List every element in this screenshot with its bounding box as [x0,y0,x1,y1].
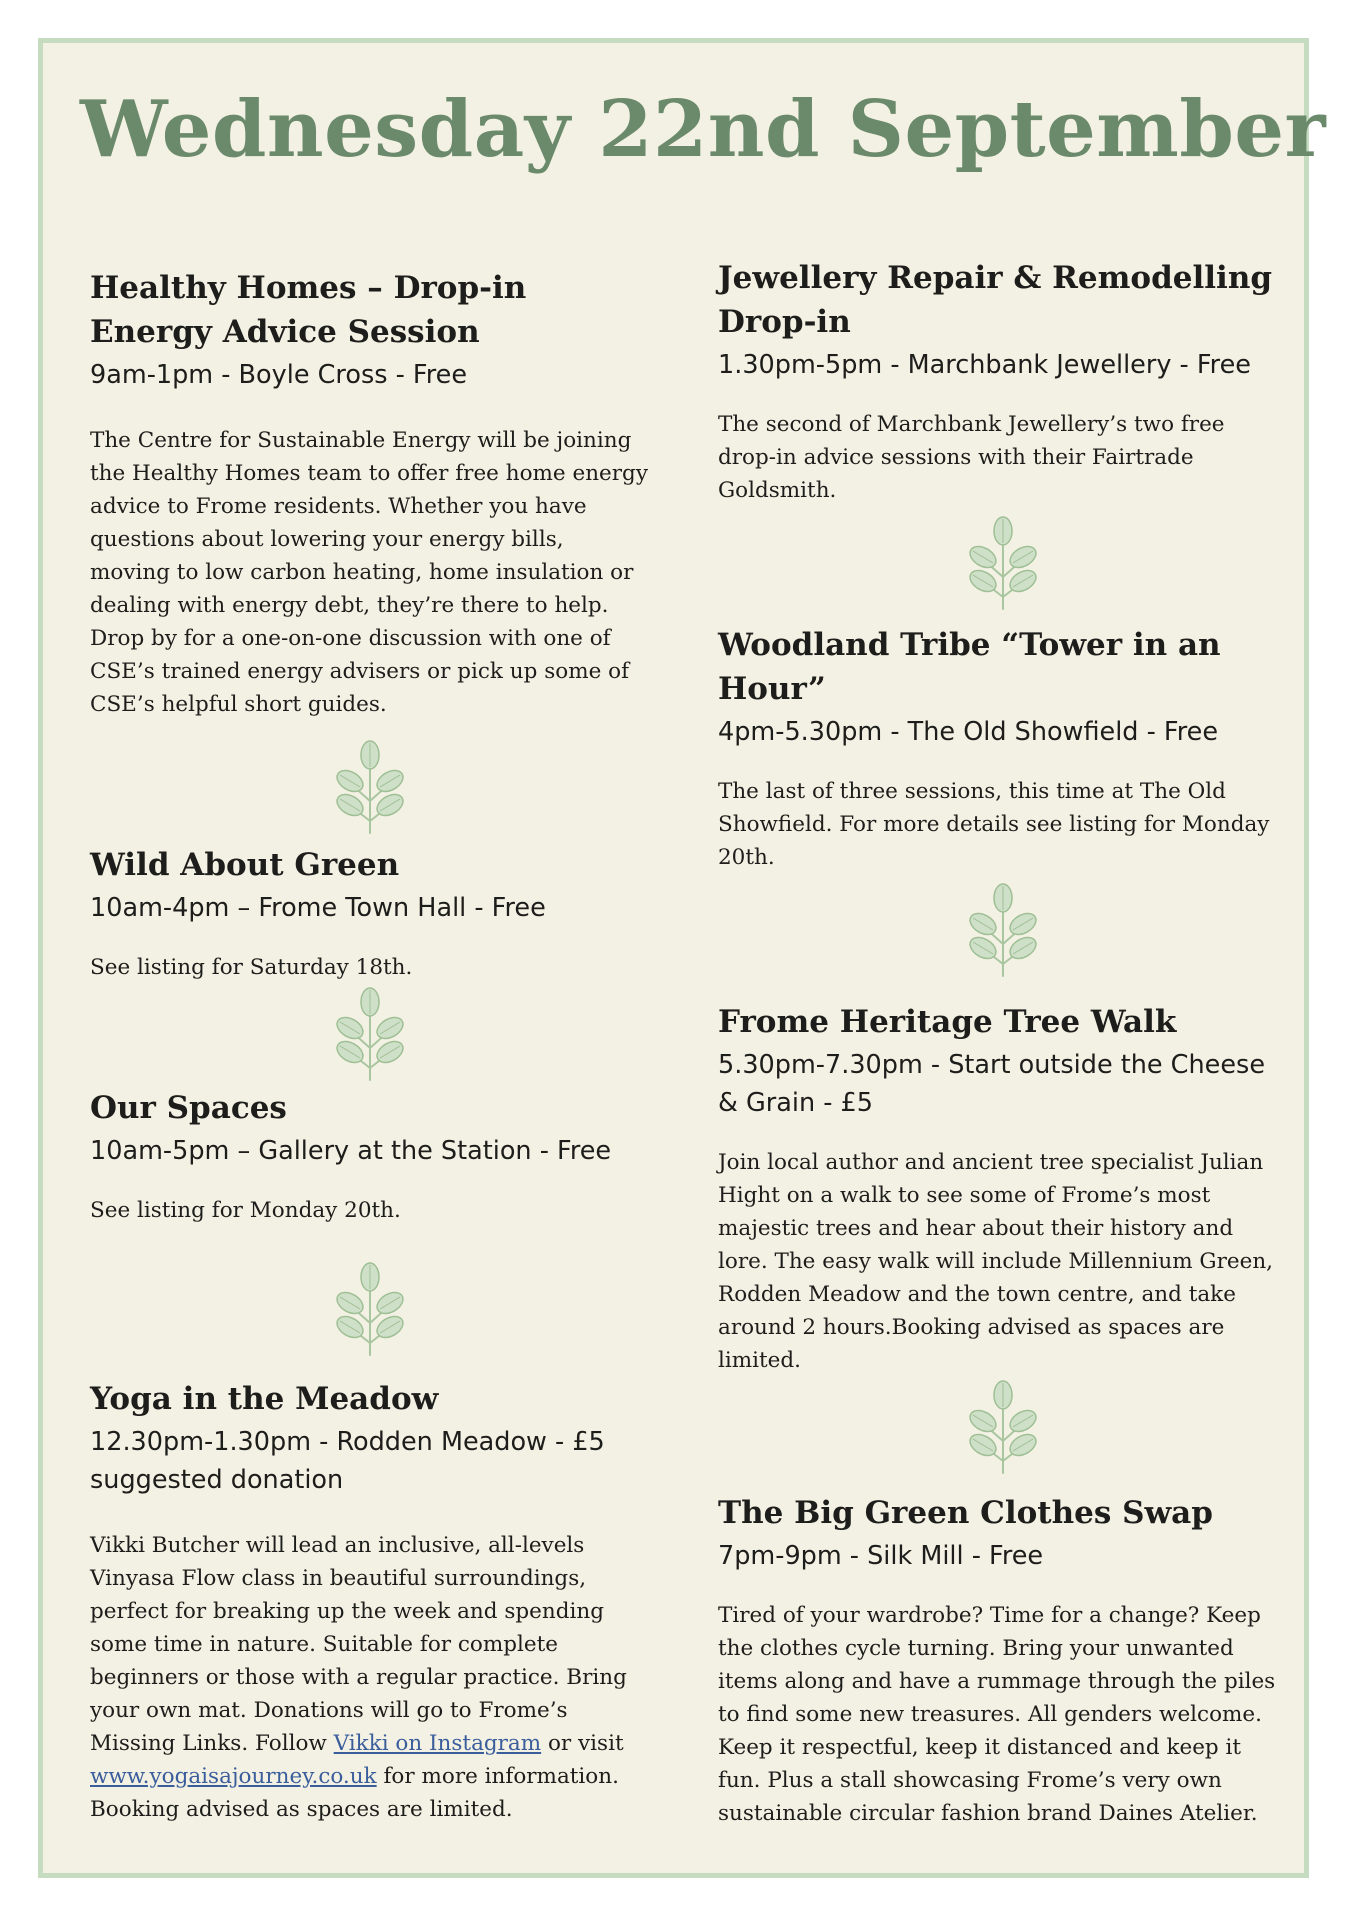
leaf-sprig-icon [330,739,410,835]
event-time: 10am-4pm – Frome Town Hall - Free [90,893,546,923]
event-title: Frome Heritage Tree Walk [718,1004,1177,1040]
event-title: Healthy Homes – Drop-in Energy Advice Session [90,270,527,350]
event-heritage-tree-walk [718,1000,1288,1377]
left-column [90,266,650,1826]
event-description: The second of Marchbank Jewellery’s two free drop-in advice sessions with their Fairtrade Goldsmith. [718,412,1225,503]
leaf-sprig-icon [963,882,1043,978]
event-time: 10am-5pm – Gallery at the Station - Free [90,1136,612,1166]
event-description: The Centre for Sustainable Energy will be joining the Healthy Homes team to offer free home energy advice to Frome residents. Whether you have questions about lowering your energy bills, moving to low carbon heating, home insulation or dealing with energy debt, they’re there to help. Drop by for a one-on-one discussion with one of CSE’s trained energy advisers or pick up some of CSE’s helpful short guides. [90,428,648,717]
event-wild-about-green [90,843,650,984]
instagram-link[interactable]: Vikki on Instagram [333,1731,542,1756]
event-time: 7pm-9pm - Silk Mill - Free [718,1541,1044,1571]
event-description: The last of three sessions, this time at The Old Showfield. For more details see listing for Monday 20th. [718,779,1270,870]
event-our-spaces [90,1086,650,1227]
event-title: Jewellery Repair & Remodelling Drop-in [718,260,1273,340]
description-text: Vikki Butcher will lead an inclusive, all-levels Vinyasa Flow class in beautiful surroundings, perfect for breaking up the week and spending some time in nature. Suitable for complete beginners or those with a regular practice. Bring your own mat. Donations will go to Frome’s Missing Links. Follow [90,1533,627,1756]
event-time: 12.30pm-1.30pm - Rodden Meadow - £5 suggested donation [90,1427,605,1495]
event-description [90,1529,650,1826]
leaf-sprig-icon [963,1379,1043,1475]
event-description: See listing for Monday 20th. [90,1198,401,1223]
event-title: Wild About Green [90,847,400,883]
event-woodland-tribe [718,623,1288,874]
description-text: for more information. Booking advised as spaces are limited. [90,1764,619,1822]
event-time: 4pm-5.30pm - The Old Showfield - Free [718,717,1219,747]
website-link[interactable]: www.yogaisajourney.co.uk [90,1764,377,1789]
event-title: Our Spaces [90,1090,287,1126]
event-time: 5.30pm-7.30pm - Start outside the Cheese & Grain - £5 [718,1050,1266,1118]
event-title: Woodland Tribe “Tower in an Hour” [718,627,1221,707]
leaf-sprig-icon [330,986,410,1082]
page-title: Wednesday 22nd September [80,84,1327,175]
event-yoga-in-the-meadow [90,1377,650,1826]
event-jewellery-repair [718,256,1288,507]
event-description: Join local author and ancient tree specialist Julian Hight on a walk to see some of Frome’s most majestic trees and hear about their history and lore. The easy walk will include Millennium Green, Rodden Meadow and the town centre, and take around 2 hours.Booking advised as spaces are limited. [718,1150,1274,1373]
leaf-sprig-icon [963,515,1043,611]
leaf-sprig-icon [330,1261,410,1357]
event-time: 1.30pm-5pm - Marchbank Jewellery - Free [718,350,1251,380]
event-clothes-swap [718,1491,1288,1830]
event-title: The Big Green Clothes Swap [718,1495,1213,1531]
description-text: or visit [541,1731,624,1756]
event-description: See listing for Saturday 18th. [90,955,413,980]
right-column [718,256,1288,1830]
event-title: Yoga in the Meadow [90,1381,439,1417]
event-time: 9am-1pm - Boyle Cross - Free [90,360,468,390]
event-description: Tired of your wardrobe? Time for a change? Keep the clothes cycle turning. Bring your unwanted items along and have a rummage through the piles to find some new treasures. All genders welcome. Keep it respectful, keep it distanced and keep it fun. Plus a stall showcasing Frome’s very own sustainable circular fashion brand Daines Atelier. [718,1603,1276,1826]
event-healthy-homes [90,266,650,721]
